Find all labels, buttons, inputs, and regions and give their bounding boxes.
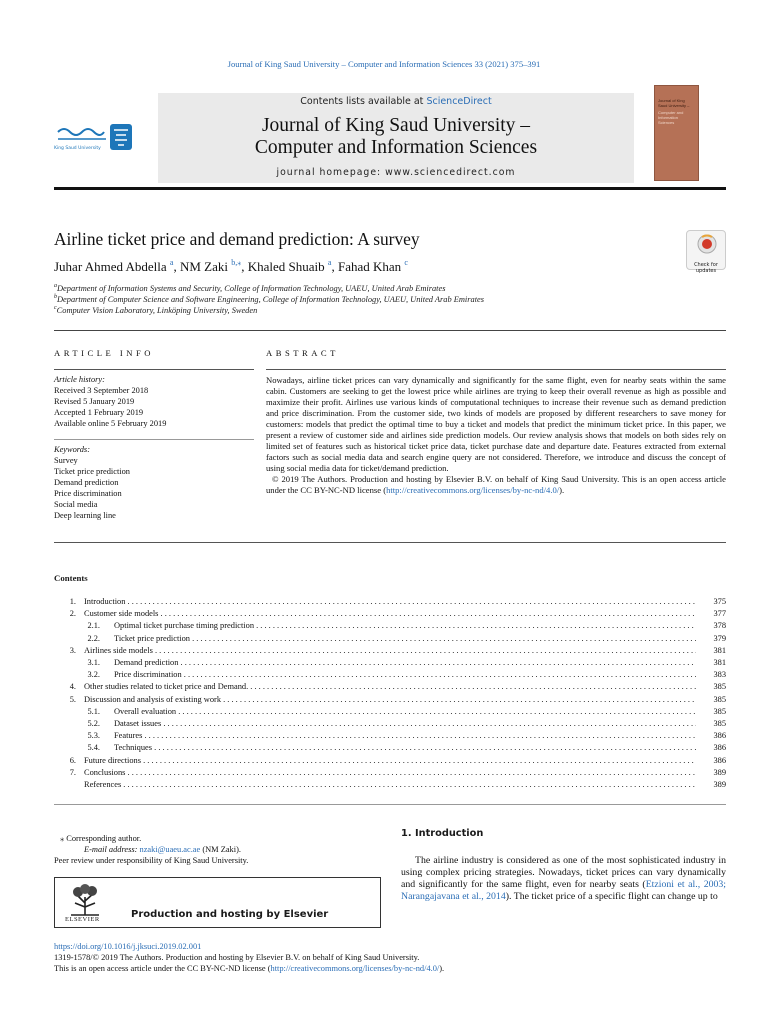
journal-reference: Journal of King Saud University – Computer and Information Sciences 33 (2021) 375–391 [227, 59, 541, 69]
author: Khaled Shuaib $^a$ [247, 258, 332, 274]
journal-title: Journal of King Saud University – Computer and Information Sciences [254, 115, 538, 158]
toc-entry-page: 378 [713, 621, 726, 631]
toc-entry[interactable] [54, 633, 726, 645]
doi-block: https://doi.org/10.1016/j.jksuci.2019.02.001 1319-1578/© 2019 The Authors. Production and hosting by Elsevier B.V. on behalf of King Saud University. This is an open access article under the CC BY-NC-ND license (http://creativecommons.org/licenses/by-nc-nd/4.0/). [54, 941, 554, 974]
toc-entry-page: 385 [713, 719, 726, 728]
citation-link[interactable]: Etzioni et al., 2003; Narangajavana et al., 2014 [401, 879, 727, 902]
contents-line: Contents lists available at ScienceDirect [300, 96, 492, 107]
toc-entry-number: 5.3. [87, 731, 100, 741]
section-rule [54, 542, 726, 543]
toc-entry-title: Introduction . . . [84, 596, 696, 608]
toc-entry-number: 2.1. [87, 621, 100, 631]
introduction-heading: 1. Introduction [401, 828, 484, 839]
license-link[interactable]: http://creativecommons.org/licenses/by-nc-nd/4.0/ [270, 964, 440, 973]
toc-entry-number: 4. [69, 682, 76, 692]
toc-entry-number: 6. [69, 755, 76, 765]
article-history: Article history: Received 3 September 2018 Revised 5 January 2019 Accepted 1 February 2019 Available online 5 February 2019 [54, 375, 167, 428]
article-info-heading: ARTICLE INFO [54, 348, 154, 358]
toc-entry-page: 377 [713, 609, 726, 619]
toc-entry-page: 389 [713, 780, 726, 789]
masthead [54, 90, 726, 187]
university-logo-english: King Saud University [54, 146, 101, 151]
toc-entry-title: Discussion and analysis of existing work . . . [84, 694, 696, 706]
toc-entry-title: References . . . [84, 779, 696, 791]
toc-entry-title: Features . . . [114, 730, 696, 742]
toc-entry-title: Future directions . . . [84, 755, 696, 767]
journal-homepage: journal homepage: www.sciencedirect.com [276, 167, 516, 178]
keyword: Deep learning line [54, 511, 116, 520]
keyword: Survey [54, 456, 78, 465]
toc-entry-title: Ticket price prediction . . . [114, 633, 696, 645]
abstract-body: Nowadays, airline ticket prices can vary dynamically and significantly for the same flight, even for nearby seats within the same cabin. Customers are seeking to get the lowest price while airlines are trying to keep their overall revenue as high as possible and maximize their profit. Airlines use various kinds of computational techniques to increase their revenue such as demand prediction and price discrimination. From the customer side, two kinds of models are proposed by different researchers to save money for customers: models that predict the optimal time to buy a ticket and models that predict the minimum ticket price. In this paper, we present a review of customer side and airlines side prediction models. Our review analysis shows that models on both sides rely on limited set of features such as historical ticket price data, ticket purchase date and departure date. Features extracted from external factors such as social media data and search engine query are not considered. Therefore, we introduce and discuss the concept of using social media data for ticket/demand prediction. © 2019 The Authors. Production and hosting by Elsevier B.V. on behalf of King Saud University. This is an open access article under the CC BY-NC-ND license (http://creativecommons.org/licenses/by-nc-nd/4.0/). [266, 375, 726, 495]
toc-entry-number: 1. [69, 597, 76, 606]
journal-header-box [158, 93, 634, 183]
toc-entry-number: 5.1. [87, 706, 100, 716]
toc-entry-page: 379 [713, 633, 726, 643]
university-logo [54, 122, 134, 152]
toc-entry-number: 2. [69, 609, 76, 619]
toc-entry[interactable] [54, 742, 726, 754]
toc-entry[interactable] [54, 779, 726, 791]
contents-heading: Contents [54, 573, 88, 583]
toc-entry[interactable] [54, 620, 726, 632]
elsevier-wordmark: ELSEVIER [65, 916, 100, 923]
introduction-body: The airline industry is considered as one of the most sophisticated industry in using complex pricing strategies. Nowadays, ticket prices can vary dynamically and significantly for the same flight, even for nearby seats (Etzioni et al., 2003; Narangajavana et al., 2014). The ticket price of a specific flight can change up to [401, 855, 727, 902]
sciencedirect-link[interactable]: ScienceDirect [426, 96, 492, 107]
toc-entry[interactable] [54, 706, 726, 718]
section-rule [54, 439, 254, 440]
keywords: Keywords: Survey Ticket price prediction Demand prediction Price discrimination Social media Deep learning line [54, 444, 254, 521]
check-updates-icon [687, 231, 727, 257]
toc-entry[interactable] [54, 767, 726, 779]
affiliation: $^b$Department of Computer Science and Software Engineering, College of Information Technology, UAEU, United Arab Emirates [54, 294, 484, 304]
toc-entry-page: 375 [713, 597, 726, 606]
toc-entry-page: 385 [713, 706, 726, 716]
toc-entry-number: 5. [69, 694, 76, 704]
toc-entry-title: Conclusions . . . [84, 767, 696, 779]
toc-entry[interactable] [54, 657, 726, 669]
homepage-link[interactable]: www.sciencedirect.com [385, 167, 516, 178]
toc-entry-title: Techniques . . . [114, 742, 696, 754]
author: Juhar Ahmed Abdella $^a$ [54, 258, 174, 274]
toc-entry-title: Customer side models . . . [84, 608, 696, 620]
toc-entry-title: Demand prediction . . . [114, 657, 696, 669]
toc-entry-page: 385 [713, 682, 726, 692]
affiliation: $^c$Computer Vision Laboratory, Linköping University, Sweden [54, 305, 258, 315]
header-rule [54, 187, 726, 190]
keyword: Ticket price prediction [54, 467, 130, 476]
section-rule [54, 804, 726, 805]
toc-entry[interactable] [54, 669, 726, 681]
toc-entry-page: 385 [713, 694, 726, 704]
author-list: Juhar Ahmed Abdella $^a$, NM Zaki $^{b,⁎}$, Khaled Shuaib $^a$, Fahad Khan $^c$ [54, 258, 408, 274]
toc-entry-title: Optimal ticket purchase timing prediction . . . [114, 620, 696, 632]
toc-entry-number: 5.2. [87, 719, 100, 728]
toc-entry-page: 386 [713, 755, 726, 765]
toc-entry-number: 3. [69, 645, 76, 655]
toc-entry-title: Overall evaluation . . . [114, 706, 696, 718]
toc-entry[interactable] [54, 681, 726, 693]
toc-entry-title: Other studies related to ticket price and Demand. . . . [84, 681, 696, 693]
toc-entry-number: 5.4. [87, 743, 100, 753]
toc-entry[interactable] [54, 694, 726, 706]
toc-entry-page: 386 [713, 743, 726, 753]
abstract-heading: ABSTRACT [266, 348, 339, 358]
toc-entry[interactable] [54, 645, 726, 657]
toc-entry[interactable] [54, 596, 726, 608]
elsevier-production-text: Production and hosting by Elsevier [131, 909, 329, 920]
paper-title: Airline ticket price and demand prediction: A survey [54, 229, 420, 249]
section-rule [266, 369, 726, 370]
elsevier-box [54, 877, 381, 928]
toc-entry[interactable] [54, 755, 726, 767]
toc-entry-number: 7. [69, 767, 76, 777]
toc-entry-title: Dataset issues . . . [114, 718, 696, 730]
affiliation: $^a$Department of Information Systems and Security, College of Information Technology, UAEU, United Arab Emirates [54, 283, 446, 293]
toc-entry-title: Price discrimination . . . [114, 669, 696, 681]
toc-entry[interactable] [54, 608, 726, 620]
section-rule [54, 369, 254, 370]
section-rule [54, 330, 726, 331]
keyword: Social media [54, 500, 98, 509]
keyword: Price discrimination [54, 489, 122, 498]
license-link[interactable]: http://creativecommons.org/licenses/by-nc-nd/4.0/ [386, 485, 560, 495]
toc-entry-page: 386 [713, 731, 726, 741]
toc-entry-number: 3.2. [87, 670, 100, 680]
elsevier-tree-icon [67, 883, 103, 917]
author: Fahad Khan $^c$ [337, 258, 408, 274]
check-for-updates-badge[interactable]: Check for updates [686, 230, 726, 270]
toc-entry-page: 381 [713, 658, 726, 667]
toc-entry[interactable] [54, 718, 726, 730]
journal-cover-thumbnail: Journal of King Saud University – Computer and Information Sciences [654, 85, 699, 181]
doi-link[interactable]: https://doi.org/10.1016/j.jksuci.2019.02.001 [54, 942, 202, 951]
email-link[interactable]: nzaki@uaeu.ac.ae [139, 845, 201, 854]
footnote: ⁎ Corresponding author. E-mail address: nzaki@uaeu.ac.ae (NM Zaki). Peer review under responsibility of King Saud University. [54, 834, 249, 865]
toc-entry-title: Airlines side models . . . [84, 645, 696, 657]
toc-entry-page: 389 [713, 767, 726, 777]
toc-entry-number: 3.1. [87, 658, 100, 667]
toc-entry-page: 381 [713, 645, 726, 655]
toc-entry-number: 2.2. [87, 633, 100, 643]
author: NM Zaki $^{b,⁎}$ [179, 258, 242, 274]
keyword: Demand prediction [54, 478, 119, 487]
toc-entry-page: 383 [713, 670, 726, 680]
toc-entry[interactable] [54, 730, 726, 742]
